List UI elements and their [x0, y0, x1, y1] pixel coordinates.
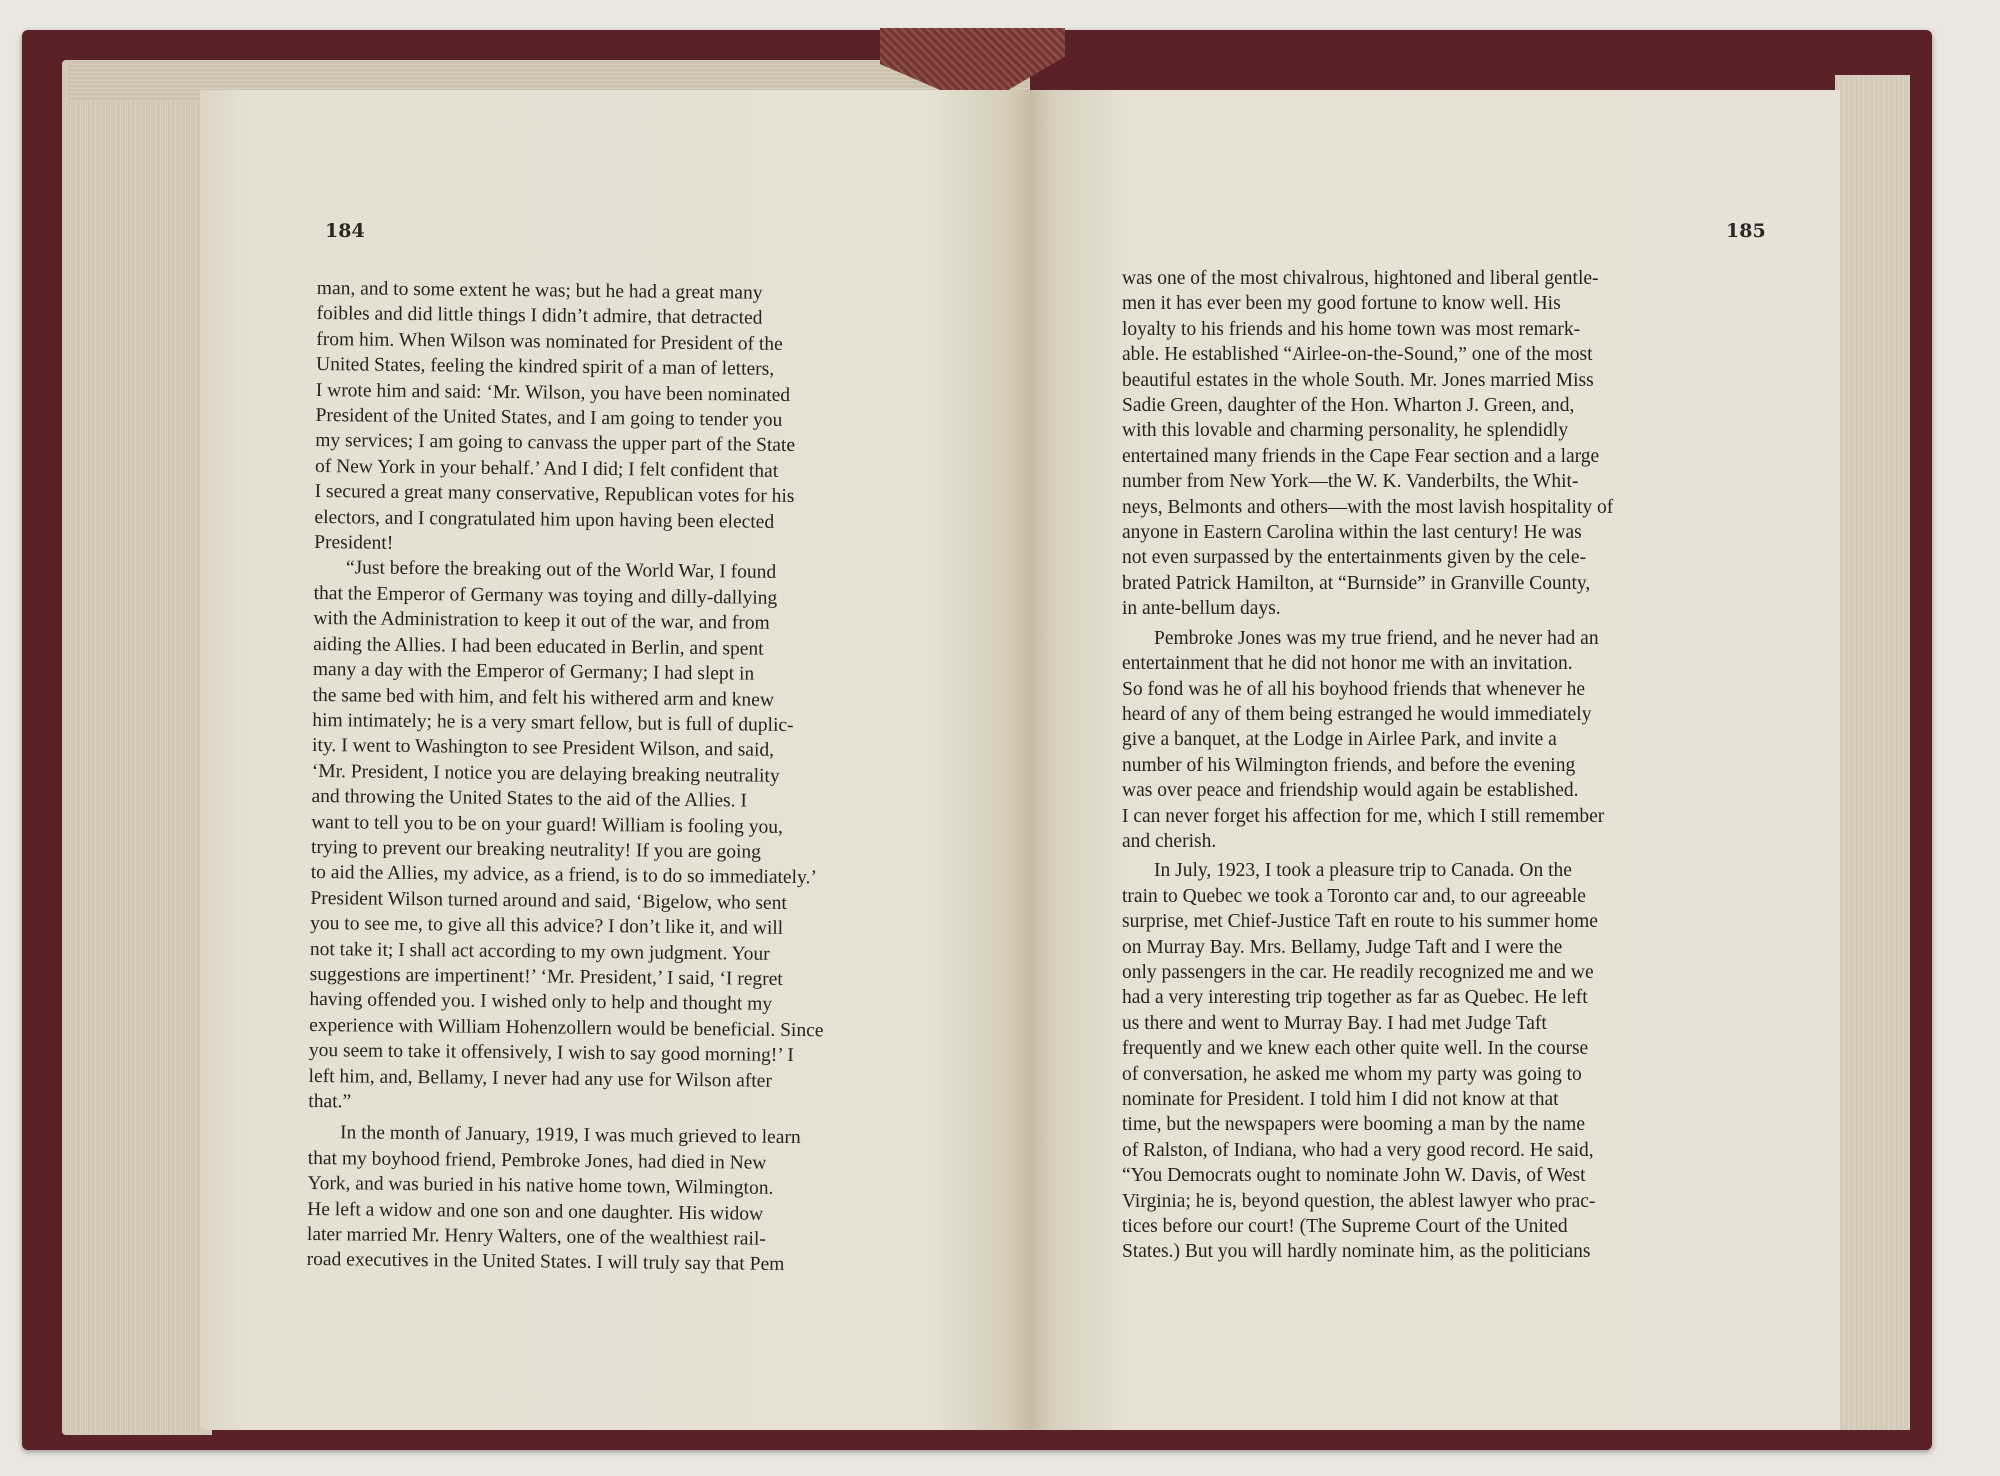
text-line: entertained many friends in the Cape Fear section and a large [1122, 445, 1600, 467]
text-line: that my boyhood friend, Pembroke Jones, had died in New [307, 1147, 767, 1174]
right-page-number: 185 [1726, 220, 1766, 242]
text-line: road executives in the United States. I will truly say that Pem [306, 1249, 785, 1276]
text-line: electors, and I congratulated him upon having been elected [314, 506, 775, 533]
text-line: In the month of January, 1919, I was much grieved to learn [339, 1122, 801, 1149]
text-line: had a very interesting trip together as far as Quebec. He left [1122, 987, 1588, 1009]
text-line: I secured a great many conservative, Republican votes for his [314, 481, 795, 508]
text-line: “Just before the breaking out of the World War, I found [345, 557, 777, 584]
text-line: foibles and did little things I didn’t admire, that detracted [316, 303, 763, 330]
text-line: frequently and we knew each other quite well. In the course [1122, 1038, 1589, 1060]
text-line: you to see me, to give all this advice? I don’t like it, and will [310, 913, 784, 940]
text-line: I wrote him and said: ‘Mr. Wilson, you have been nominated [315, 379, 791, 406]
text-line: Virginia; he is, beyond question, the ablest lawyer who prac- [1122, 1190, 1596, 1212]
text-line: not even surpassed by the entertainments given by the cele- [1122, 547, 1587, 569]
text-line: experience with William Hohenzollern would be beneficial. Since [309, 1014, 824, 1042]
text-line: tices before our court! (The Supreme Court of the United [1122, 1216, 1568, 1238]
text-line: neys, Belmonts and others—with the most lavish hospitality of [1122, 496, 1614, 518]
text-line: was over peace and friendship would again be established. [1122, 780, 1579, 802]
text-line: that.” [308, 1090, 352, 1113]
text-line: United States, feeling the kindred spirit of a man of letters, [315, 354, 775, 381]
text-line: with this lovable and charming personality, he splendidly [1122, 420, 1569, 442]
text-line: loyalty to his friends and his home town was most remark- [1122, 318, 1581, 340]
text-line: beautiful estates in the whole South. Mr. Jones married Miss [1122, 369, 1594, 391]
text-line: States.) But you will hardly nominate him, as the politicians [1122, 1241, 1591, 1263]
text-line: in ante-bellum days. [1122, 598, 1281, 620]
left-page-edges [62, 60, 212, 1435]
right-page-edges [1835, 75, 1910, 1430]
text-line: train to Quebec we took a Toronto car and, to our agreeable [1122, 885, 1586, 907]
text-line: suggestions are impertinent!’ ‘Mr. President,’ I said, ‘I regret [309, 963, 783, 990]
text-line: able. He established “Airlee-on-the-Sound,” one of the most [1122, 344, 1593, 366]
text-line: of Ralston, of Indiana, who had a very good record. He said, [1122, 1139, 1594, 1161]
text-line: So fond was he of all his boyhood friends that whenever he [1122, 678, 1586, 700]
text-line: President of the United States, and I am going to tender you [315, 405, 783, 431]
text-line: Pembroke Jones was my true friend, and he never had an [1154, 627, 1599, 649]
text-line: you seem to take it offensively, I wish to say good morning!’ I [308, 1040, 794, 1067]
right-page-body [1122, 266, 1772, 1265]
text-line: anyone in Eastern Carolina within the last century! He was [1122, 522, 1582, 544]
text-line: having offended you. I wished only to help and thought my [309, 989, 773, 1016]
text-line: In July, 1923, I took a pleasure trip to Canada. On the [1154, 860, 1572, 882]
text-line: and throwing the United States to the aid of the Allies. I [311, 786, 748, 812]
text-line: ity. I went to Washington to see President Wilson, and said, [311, 735, 775, 762]
text-line: President Wilson turned around and said, ‘Bigelow, who sent [310, 887, 787, 914]
text-line: not take it; I shall act according to my own judgment. Your [309, 938, 770, 965]
text-line: aiding the Allies. I had been educated in Berlin, and spent [313, 633, 764, 660]
text-line: time, but the newspapers were booming a man by the name [1122, 1114, 1585, 1136]
text-line: give a banquet, at the Lodge in Airlee Park, and invite a [1122, 729, 1557, 751]
text-line: from him. When Wilson was nominated for President of the [316, 328, 783, 355]
text-line: want to tell you to be on your guard! William is fooling you, [311, 811, 784, 838]
text-line: only passengers in the car. He readily recognized me and we [1122, 961, 1594, 983]
text-line: on Murray Bay. Mrs. Bellamy, Judge Taft and I were the [1122, 936, 1563, 958]
text-line: ‘Mr. President, I notice you are delaying breaking neutrality [311, 760, 780, 787]
left-page-body [307, 276, 973, 1280]
text-line: many a day with the Emperor of Germany; I had slept in [312, 659, 755, 685]
text-line: President! [314, 532, 394, 554]
left-page-number: 184 [325, 220, 365, 242]
text-line: He left a widow and one son and one daughter. His widow [307, 1198, 764, 1225]
text-line: entertainment that he did not honor me with an invitation. [1122, 653, 1573, 675]
text-line: of conversation, he asked me whom my party was going to [1122, 1063, 1582, 1085]
text-line: and cherish. [1122, 830, 1217, 852]
text-line: my services; I am going to canvass the upper part of the State [315, 430, 796, 457]
text-line: men it has ever been my good fortune to know well. His [1122, 293, 1561, 315]
text-line: “You Democrats ought to nominate John W. Davis, of West [1122, 1165, 1586, 1187]
text-line: number from New York—the W. K. Vanderbilts, the Whit- [1122, 471, 1579, 493]
text-line: left him, and, Bellamy, I never had any use for Wilson after [308, 1065, 772, 1092]
text-line: York, and was buried in his native home town, Wilmington. [307, 1173, 774, 1200]
text-line: later married Mr. Henry Walters, one of the wealthiest rail- [306, 1223, 766, 1250]
text-line: us there and went to Murray Bay. I had met Judge Taft [1122, 1012, 1547, 1034]
text-line: brated Patrick Hamilton, at “Burnside” in Granville County, [1122, 572, 1591, 594]
text-line: number of his Wilmington friends, and before the evening [1122, 754, 1576, 776]
text-line: trying to prevent our breaking neutrality! If you are going [310, 836, 762, 863]
text-line: nominate for President. I told him I did not know at that [1122, 1089, 1559, 1110]
text-line: surprise, met Chief-Justice Taft en route to his summer home [1122, 911, 1598, 933]
text-line: Sadie Green, daughter of the Hon. Wharton J. Green, and, [1122, 395, 1575, 417]
text-line: that the Emperor of Germany was toying and dilly-dallying [313, 582, 778, 609]
text-line: the same bed with him, and felt his withered arm and knew [312, 684, 775, 711]
text-line: I can never forget his affection for me, which I still remember [1122, 805, 1605, 827]
text-line: of New York in your behalf.’ And I did; I felt confident that [314, 455, 779, 482]
text-line: heard of any of them being estranged he would immediately [1122, 703, 1592, 725]
text-line: to aid the Allies, my advice, as a friend, is to do so immediately.’ [310, 862, 818, 889]
text-line: him intimately; he is a very smart fellow, but is full of duplic- [312, 709, 794, 736]
text-line: was one of the most chivalrous, hightoned and liberal gentle- [1122, 268, 1599, 289]
text-line: with the Administration to keep it out of the war, and from [313, 608, 770, 635]
text-line: man, and to some extent he was; but he had a great many [316, 277, 763, 304]
